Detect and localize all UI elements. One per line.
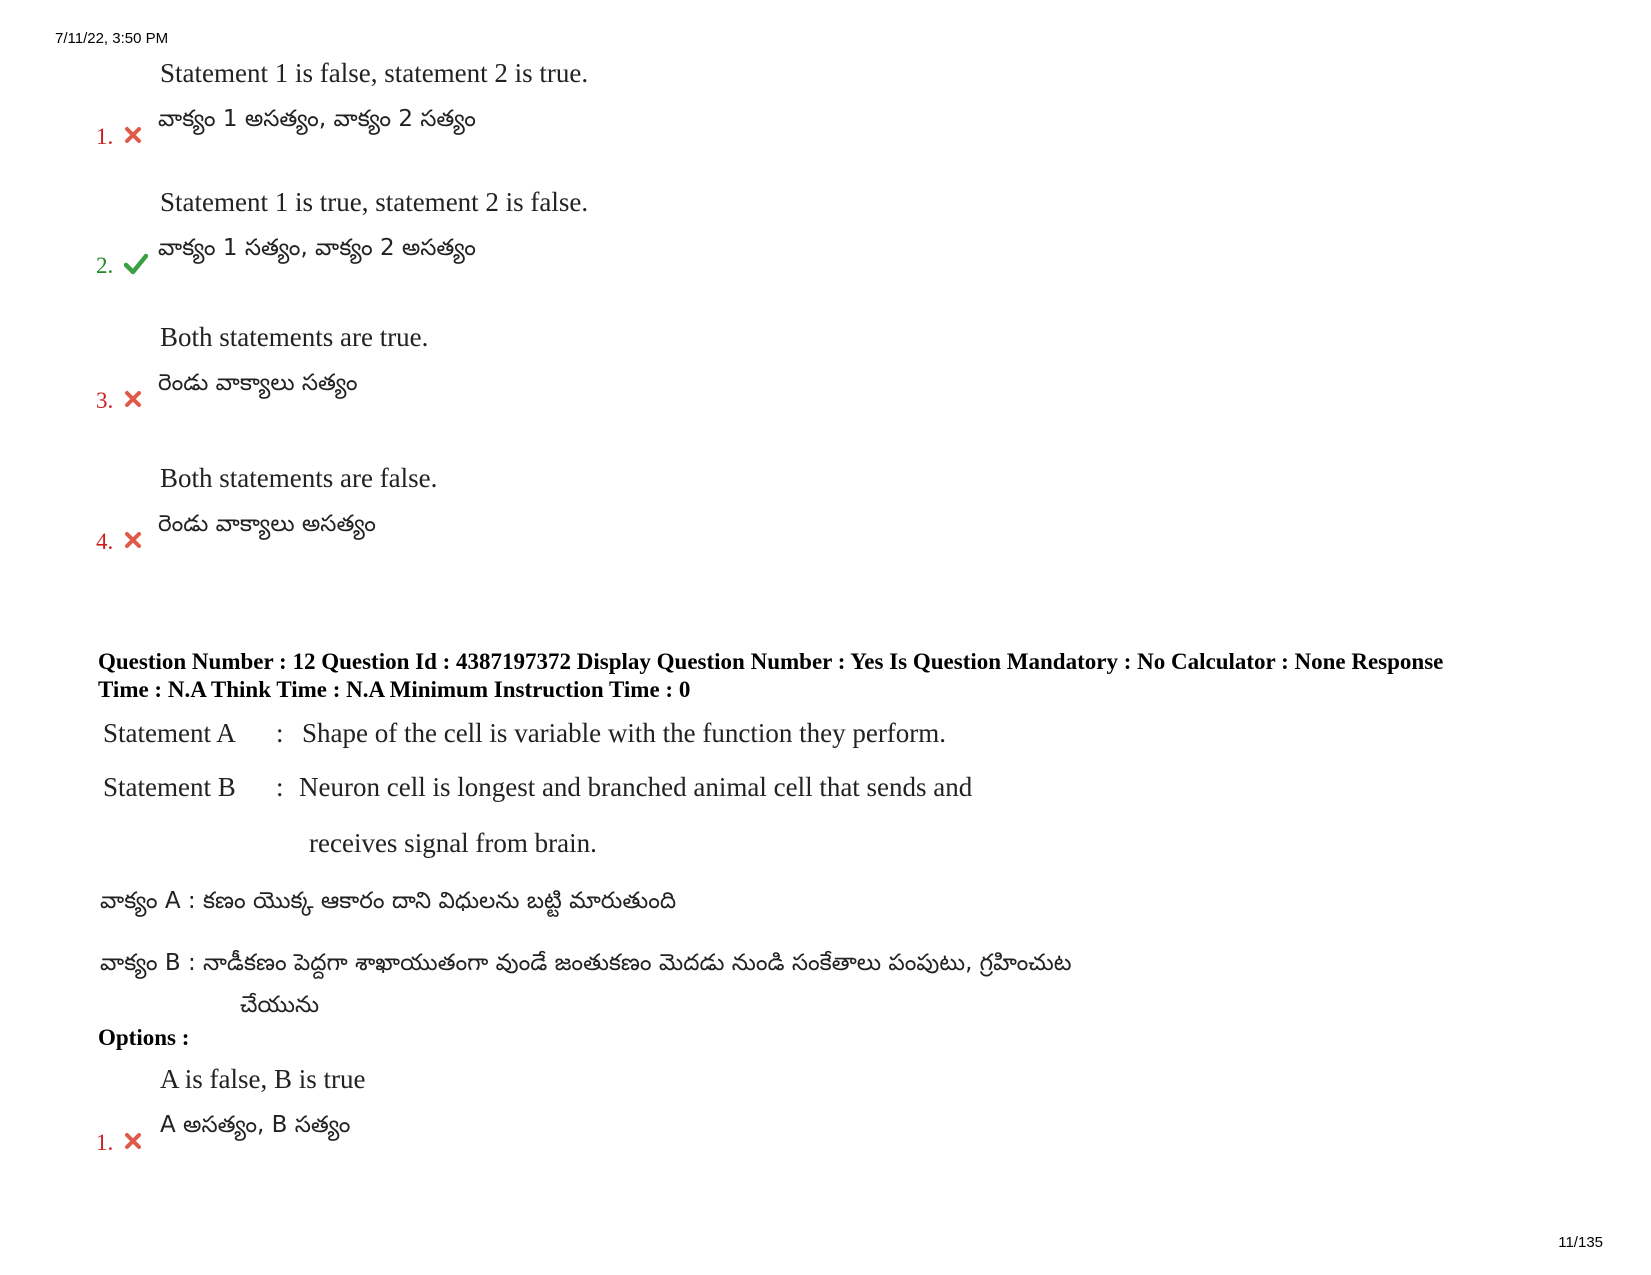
statement-a-text: Shape of the cell is variable with the function they perform. — [302, 718, 947, 748]
option-telugu-text: వాక్యం 1 సత్యం, వాక్యం 2 అసత్యం — [158, 235, 476, 261]
telugu-statement-a: వాక్యం A : కణం యొక్క ఆకారం దాని విధులను బట్టి మారుతుంది — [100, 888, 677, 914]
cross-icon — [124, 390, 142, 408]
print-timestamp: 7/11/22, 3:50 PM — [55, 30, 169, 47]
option-english-text: Both statements are true. — [160, 322, 429, 352]
option-english-text: Statement 1 is false, statement 2 is true. — [160, 58, 589, 88]
telugu-statement-b-continued: చేయును — [240, 992, 320, 1018]
cross-icon — [124, 531, 142, 549]
option-number: 1. — [96, 1130, 114, 1155]
option-block — [96, 58, 896, 158]
option-block — [96, 322, 896, 422]
option-telugu-text: A అసత్యం, B సత్యం — [160, 1112, 351, 1138]
option-number: 4. — [96, 529, 114, 554]
option-number: 3. — [96, 388, 114, 413]
option-block — [96, 1064, 896, 1164]
cross-icon — [124, 126, 142, 144]
option-english-text: Both statements are false. — [160, 463, 438, 493]
telugu-statement-b: వాక్యం B : నాడీకణం పెద్దగా శాఖాయుతంగా వుండే జంతుకణం మెదడు నుండి సంకేతాలు పంపుటు, గ్రహించుట — [100, 950, 1072, 976]
statement-b-label: Statement B — [103, 772, 236, 802]
option-telugu-text: వాక్యం 1 అసత్యం, వాక్యం 2 సత్యం — [158, 106, 476, 132]
statement-a-label: Statement A — [103, 718, 236, 748]
option-telugu-text: రెండు వాక్యాలు అసత్యం — [158, 511, 376, 537]
statement-colon: : — [276, 718, 284, 748]
cross-icon — [124, 1132, 142, 1150]
option-number: 1. — [96, 124, 114, 149]
option-number: 2. — [96, 253, 114, 278]
option-block — [96, 463, 896, 563]
options-label: Options : — [98, 1025, 190, 1050]
option-english-text: A is false, B is true — [160, 1064, 366, 1094]
option-block — [96, 187, 896, 287]
question-meta — [98, 648, 1598, 704]
statement-colon: : — [276, 772, 284, 802]
statement-b-text-continued: receives signal from brain. — [309, 828, 597, 858]
question-meta-line-2: Time : N.A Think Time : N.A Minimum Instruction Time : 0 — [98, 677, 691, 702]
option-telugu-text: రెండు వాక్యాలు సత్యం — [158, 370, 358, 396]
page-number: 11/135 — [1558, 1234, 1603, 1251]
option-english-text: Statement 1 is true, statement 2 is false. — [160, 187, 589, 217]
statement-b-text: Neuron cell is longest and branched animal cell that sends and — [299, 772, 973, 802]
question-meta-line-1: Question Number : 12 Question Id : 4387197372 Display Question Number : Yes Is Question Mandatory : No Calculator : None Response — [98, 649, 1444, 674]
check-icon — [124, 253, 148, 275]
